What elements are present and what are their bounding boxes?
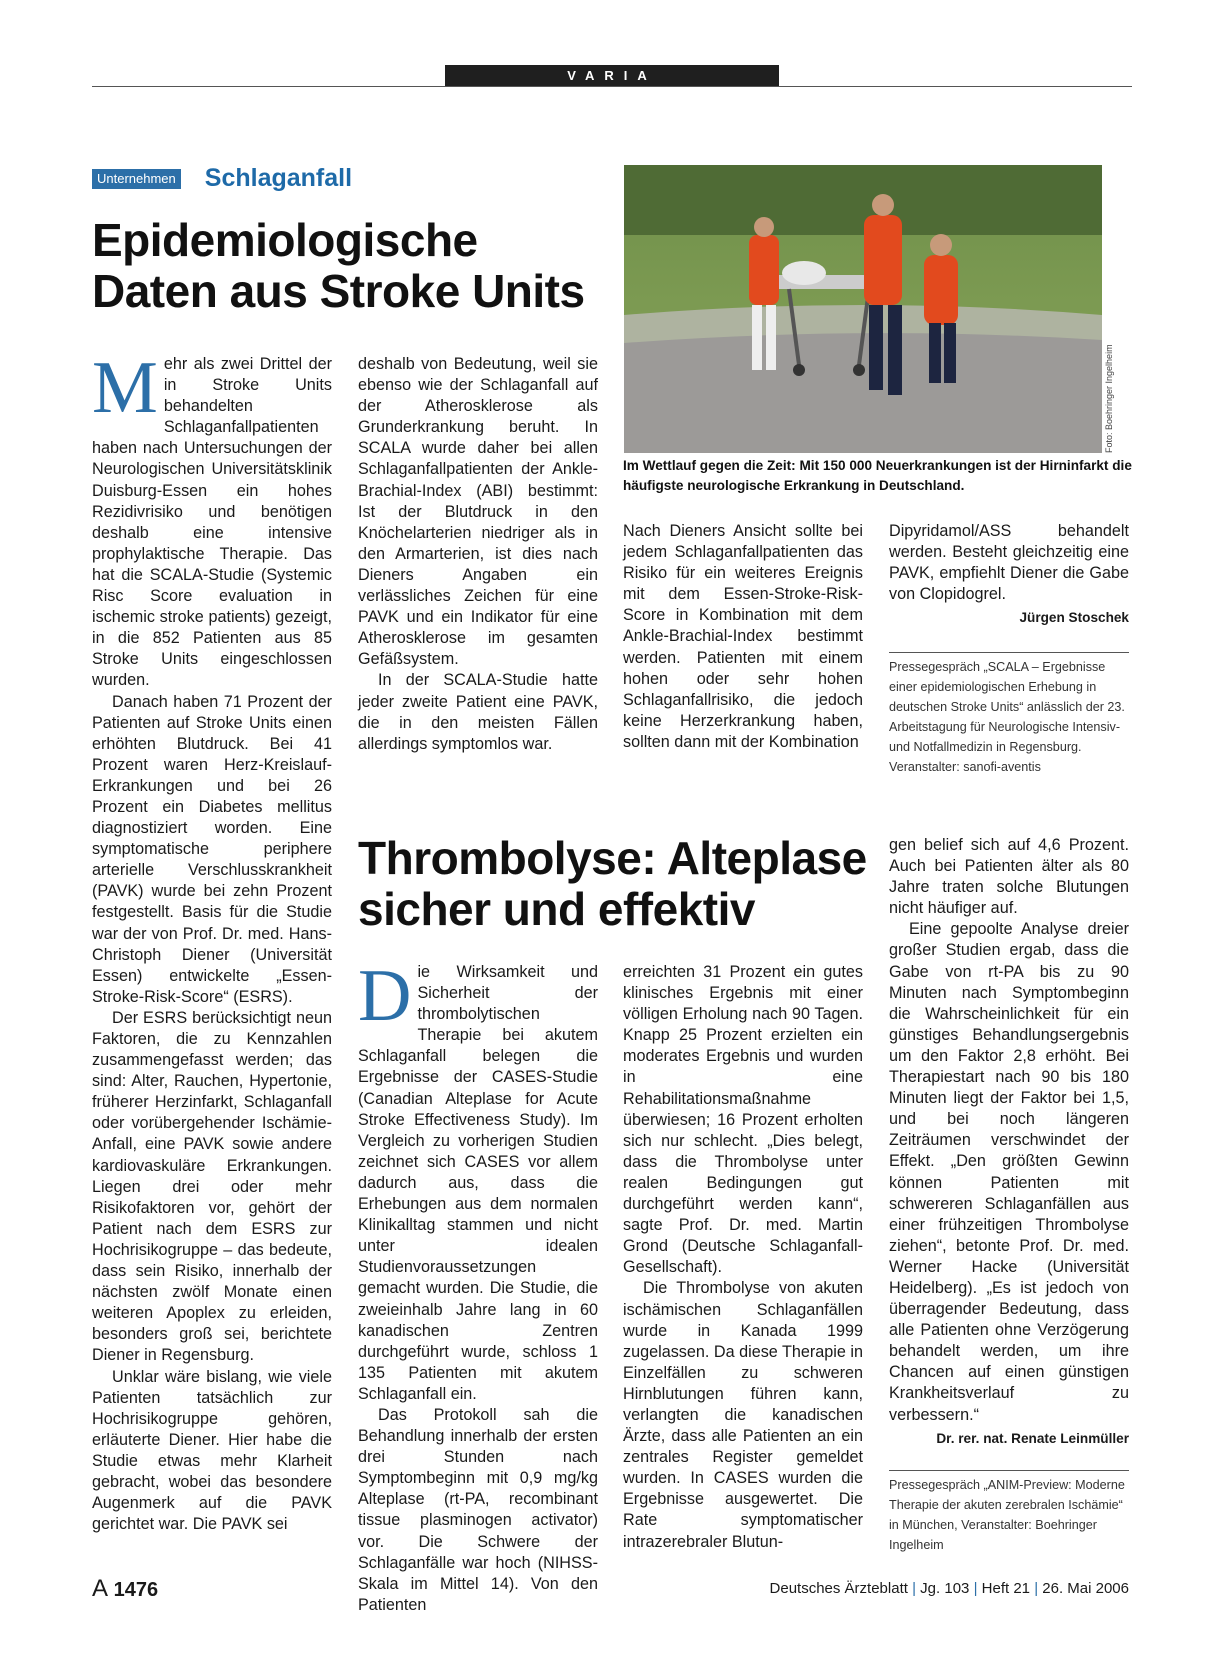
header-rule [92, 86, 1132, 87]
paragraph: Mehr als zwei Drittel der in Stroke Units behandelten Schlaganfallpatienten haben nach Untersuchungen der Neurologischen Universitätsklinik Duisburg-Essen ein hohes Rezidivrisiko und benötigen deshalb eine intensive prophylaktische Therapie. Das hat die SCALA-Studie (Systemic Risc Score evaluation in ischemic stroke patients) gezeigt, in die 852 Patienten aus 85 Stroke Units eingeschlossen wurden. [92, 347, 332, 690]
category-tag: Unternehmen [92, 169, 181, 189]
photo-credit: Foto: Boehringer Ingelheim [1104, 344, 1114, 453]
journal-info: Deutsches Ärzteblatt | Jg. 103 | Heft 21 | 26. Mai 2006 [769, 1580, 1129, 1597]
paragraph: gen belief sich auf 4,6 Prozent. Auch bei Patienten älter als 80 Jahre traten solche Blutungen nicht häufiger auf. [889, 836, 1129, 918]
topic-title: Schlaganfall [204, 164, 353, 192]
page-number: A 1476 [92, 1575, 159, 1602]
article1-column-3 [623, 521, 863, 753]
paragraph: Das Protokoll sah die Behandlung innerhalb der ersten drei Stunden nach Symptombeginn mit 0,9 mg/kg Alteplase (rt-PA, recombinant tissue plasminogen activator) vor. Die Schwere der Schlaganfälle war hoch (NIHSS-Skala im Mittel 14). Von den Patienten [358, 1405, 598, 1614]
article2-headline: Thrombolyse: Alteplase sicher und effektiv [358, 832, 867, 935]
paragraph: Dipyridamol/ASS behandelt werden. Besteht gleichzeitig eine PAVK, empfiehlt Diener die Gabe von Clopidogrel. [889, 522, 1129, 604]
paragraph: Die Wirksamkeit und Sicherheit der thrombolytischen Therapie bei akutem Schlaganfall belegen die Ergebnisse der CASES-Studie (Canadian Alteplase for Acute Stroke Effectiveness Study). Im Vergleich zu vorherigen Studien zeichnet sich CASES vor allem dadurch aus, dass die Erhebungen aus dem normalen Klinikalltag stammen und nicht unter idealen Studienvoraussetzungen gemacht wurden. Die Studie, die zweieinhalb Jahre lang in 60 kanadischen Zentren durchgeführt wurde, schloss 1 135 Patienten mit akutem Schlaganfall ein. [358, 955, 598, 1403]
paragraph: In der SCALA-Studie hatte jeder zweite Patient eine PAVK, die in den meisten Fällen allerdings symptomlos war. [358, 671, 598, 753]
article1-kicker [92, 164, 352, 193]
article1-column-1 [92, 347, 332, 1535]
journal-issue: Heft 21 [981, 1580, 1031, 1597]
article1-column-2 [358, 354, 598, 755]
article2-column-3 [889, 835, 1129, 1449]
paragraph: Eine gepoolte Analyse dreier großer Studien ergab, dass die Gabe von rt-PA bis zu 90 Minuten nach Symptombeginn die Wahrscheinlichkeit für ein günstiges Behandlungsergebnis um den Faktor 2,8 erhöht. Bei Therapiestart nach 90 bis 180 Minuten liegt der Faktor bei 1,5, und bei noch längeren Zeiträumen verschwindet der Effekt. „Den größten Gewinn können Patienten mit schwereren Schlaganfällen aus einer frühzeitigen Thrombolyse ziehen“, betonte Prof. Dr. med. Werner Hacke (Universität Heidelberg). „Es ist jedoch von überragender Bedeutung, dass alle Patienten ohne Verzögerung behandelt werden, um ihre Chancen auf einen günstigen Krankheitsverlauf zu verbessern.“ [889, 920, 1129, 1424]
paragraph: Unklar wäre bislang, wie viele Patienten tatsächlich zur Hochrisikogruppe gehören, erläuterte Diener. Hier habe die Studie etwas mehr Klarheit gebracht, wobei das besondere Augenmerk auf die PAVK gerichtet war. Die PAVK sei [92, 1367, 332, 1534]
section-label: VARIA [445, 65, 779, 87]
author-signature: Dr. rer. nat. Renate Leinmüller [936, 1430, 1129, 1446]
dropcap: D [358, 955, 412, 1037]
article2-column-2 [623, 962, 863, 1553]
press-note: Pressegespräch „SCALA – Ergebnisse einer epidemiologischen Erhebung in deutschen Stroke Units“ anlässlich der 23. Arbeitstagung für Neurologische Intensiv- und Notfallmedizin in Regensburg. Veranstalter: sanofi-aventis [889, 652, 1129, 777]
article1-headline: Epidemiologische Daten aus Stroke Units [92, 214, 585, 317]
journal-name: Deutsches Ärzteblatt [769, 1580, 908, 1597]
journal-date: 26. Mai 2006 [1042, 1580, 1129, 1597]
paragraph: erreichten 31 Prozent ein gutes klinisches Ergebnis mit einer völligen Erholung nach 90 Tagen. Knapp 25 Prozent erzielten ein moderates Ergebnis und wurden in eine Rehabilitationsmaßnahme überwiesen; 16 Prozent erholten sich nur schlecht. „Dies belegt, dass die Thrombolyse unter realen Bedingungen gut durchgeführt werden kann“, sagte Prof. Dr. med. Martin Grond (Deutsche Schlaganfall-Gesellschaft). [623, 963, 863, 1277]
press-note: Pressegespräch „ANIM-Preview: Moderne Therapie der akuten zerebralen Ischämie“ in München, Veranstalter: Boehringer Ingelheim [889, 1470, 1129, 1555]
article1-column-4 [889, 521, 1129, 628]
paragraph: Der ESRS berücksichtigt neun Faktoren, die zu Kennzahlen zusammengefasst werden; das sind: Alter, Rauchen, Hypertonie, früherer Herzinfarkt, Schlaganfall oder vorübergehender Ischämie-Anfall, eine PAVK sowie andere kardiovaskuläre Erkrankungen. Liegen drei oder mehr Risikofaktoren vor, gehört der Patient nach dem ESRS zur Hochrisikogruppe – das bedeute, dass sein Risiko, innerhalb der nächsten zwölf Monate einen weiteren Apoplex zu erleiden, besonders groß sei, berichtete Diener in Regensburg. [92, 1008, 332, 1365]
ambulance-photo [624, 165, 1102, 453]
paragraph: Die Thrombolyse von akuten ischämischen Schlaganfällen wurde in Kanada 1999 zugelassen. Da diese Therapie in Einzelfällen zu schweren Hirnblutungen führen kann, verlangten die kanadischen Ärzte, dass alle Patienten an ein zentrales Register gemeldet wurden. In CASES wurden die Ergebnisse ausgewertet. Die Rate symptomatischer intrazerebraler Blutun- [623, 1279, 863, 1551]
photo-caption: Im Wettlauf gegen die Zeit: Mit 150 000 Neuerkrankungen ist der Hirninfarkt die häufigste neurologische Erkrankung in Deutschland. [623, 458, 1132, 493]
dropcap: M [92, 347, 158, 429]
paragraph: deshalb von Bedeutung, weil sie ebenso wie der Schlaganfall auf der Atherosklerose als Grunderkrankung beruht. In SCALA wurde daher bei allen Schlaganfallpatienten der Ankle-Brachial-Index (ABI) bestimmt: Ist der Blutdruck in den Knöchelarterien niedriger als in den Armarterien, ist dies nach Dieners Angaben ein verlässliches Zeichen für eine PAVK und ein Indikator für eine Atherosklerose im gesamten Gefäßsystem. [358, 355, 598, 669]
journal-volume: Jg. 103 [920, 1580, 970, 1597]
article2-column-1 [358, 955, 598, 1616]
author-signature: Jürgen Stoschek [1019, 610, 1129, 626]
photo-illustration [624, 165, 1102, 453]
paragraph: Danach haben 71 Prozent der Patienten auf Stroke Units einen erhöhten Blutdruck. Bei 41 Prozent waren Herz-Kreislauf-Erkrankungen und bei 26 Prozent ein Diabetes mellitus diagnostiziert worden. Eine symptomatische periphere arterielle Verschlusskrankheit (PAVK) wurde bei zehn Prozent festgestellt. Basis für die Studie war der von Prof. Dr. med. Hans-Christoph Diener (Universität Essen) entwickelte „Essen-Stroke-Risk-Score“ (ESRS). [92, 692, 332, 1006]
paragraph: Nach Dieners Ansicht sollte bei jedem Schlaganfallpatienten das Risiko für ein weiteres Ereignis mit dem Essen-Stroke-Risk-Score in Kombination mit dem Ankle-Brachial-Index bestimmt werden. Patienten mit einem hohen oder sehr hohen Schlaganfallrisiko, die jedoch keine Herzerkrankung haben, sollten dann mit der Kombination [623, 522, 863, 751]
